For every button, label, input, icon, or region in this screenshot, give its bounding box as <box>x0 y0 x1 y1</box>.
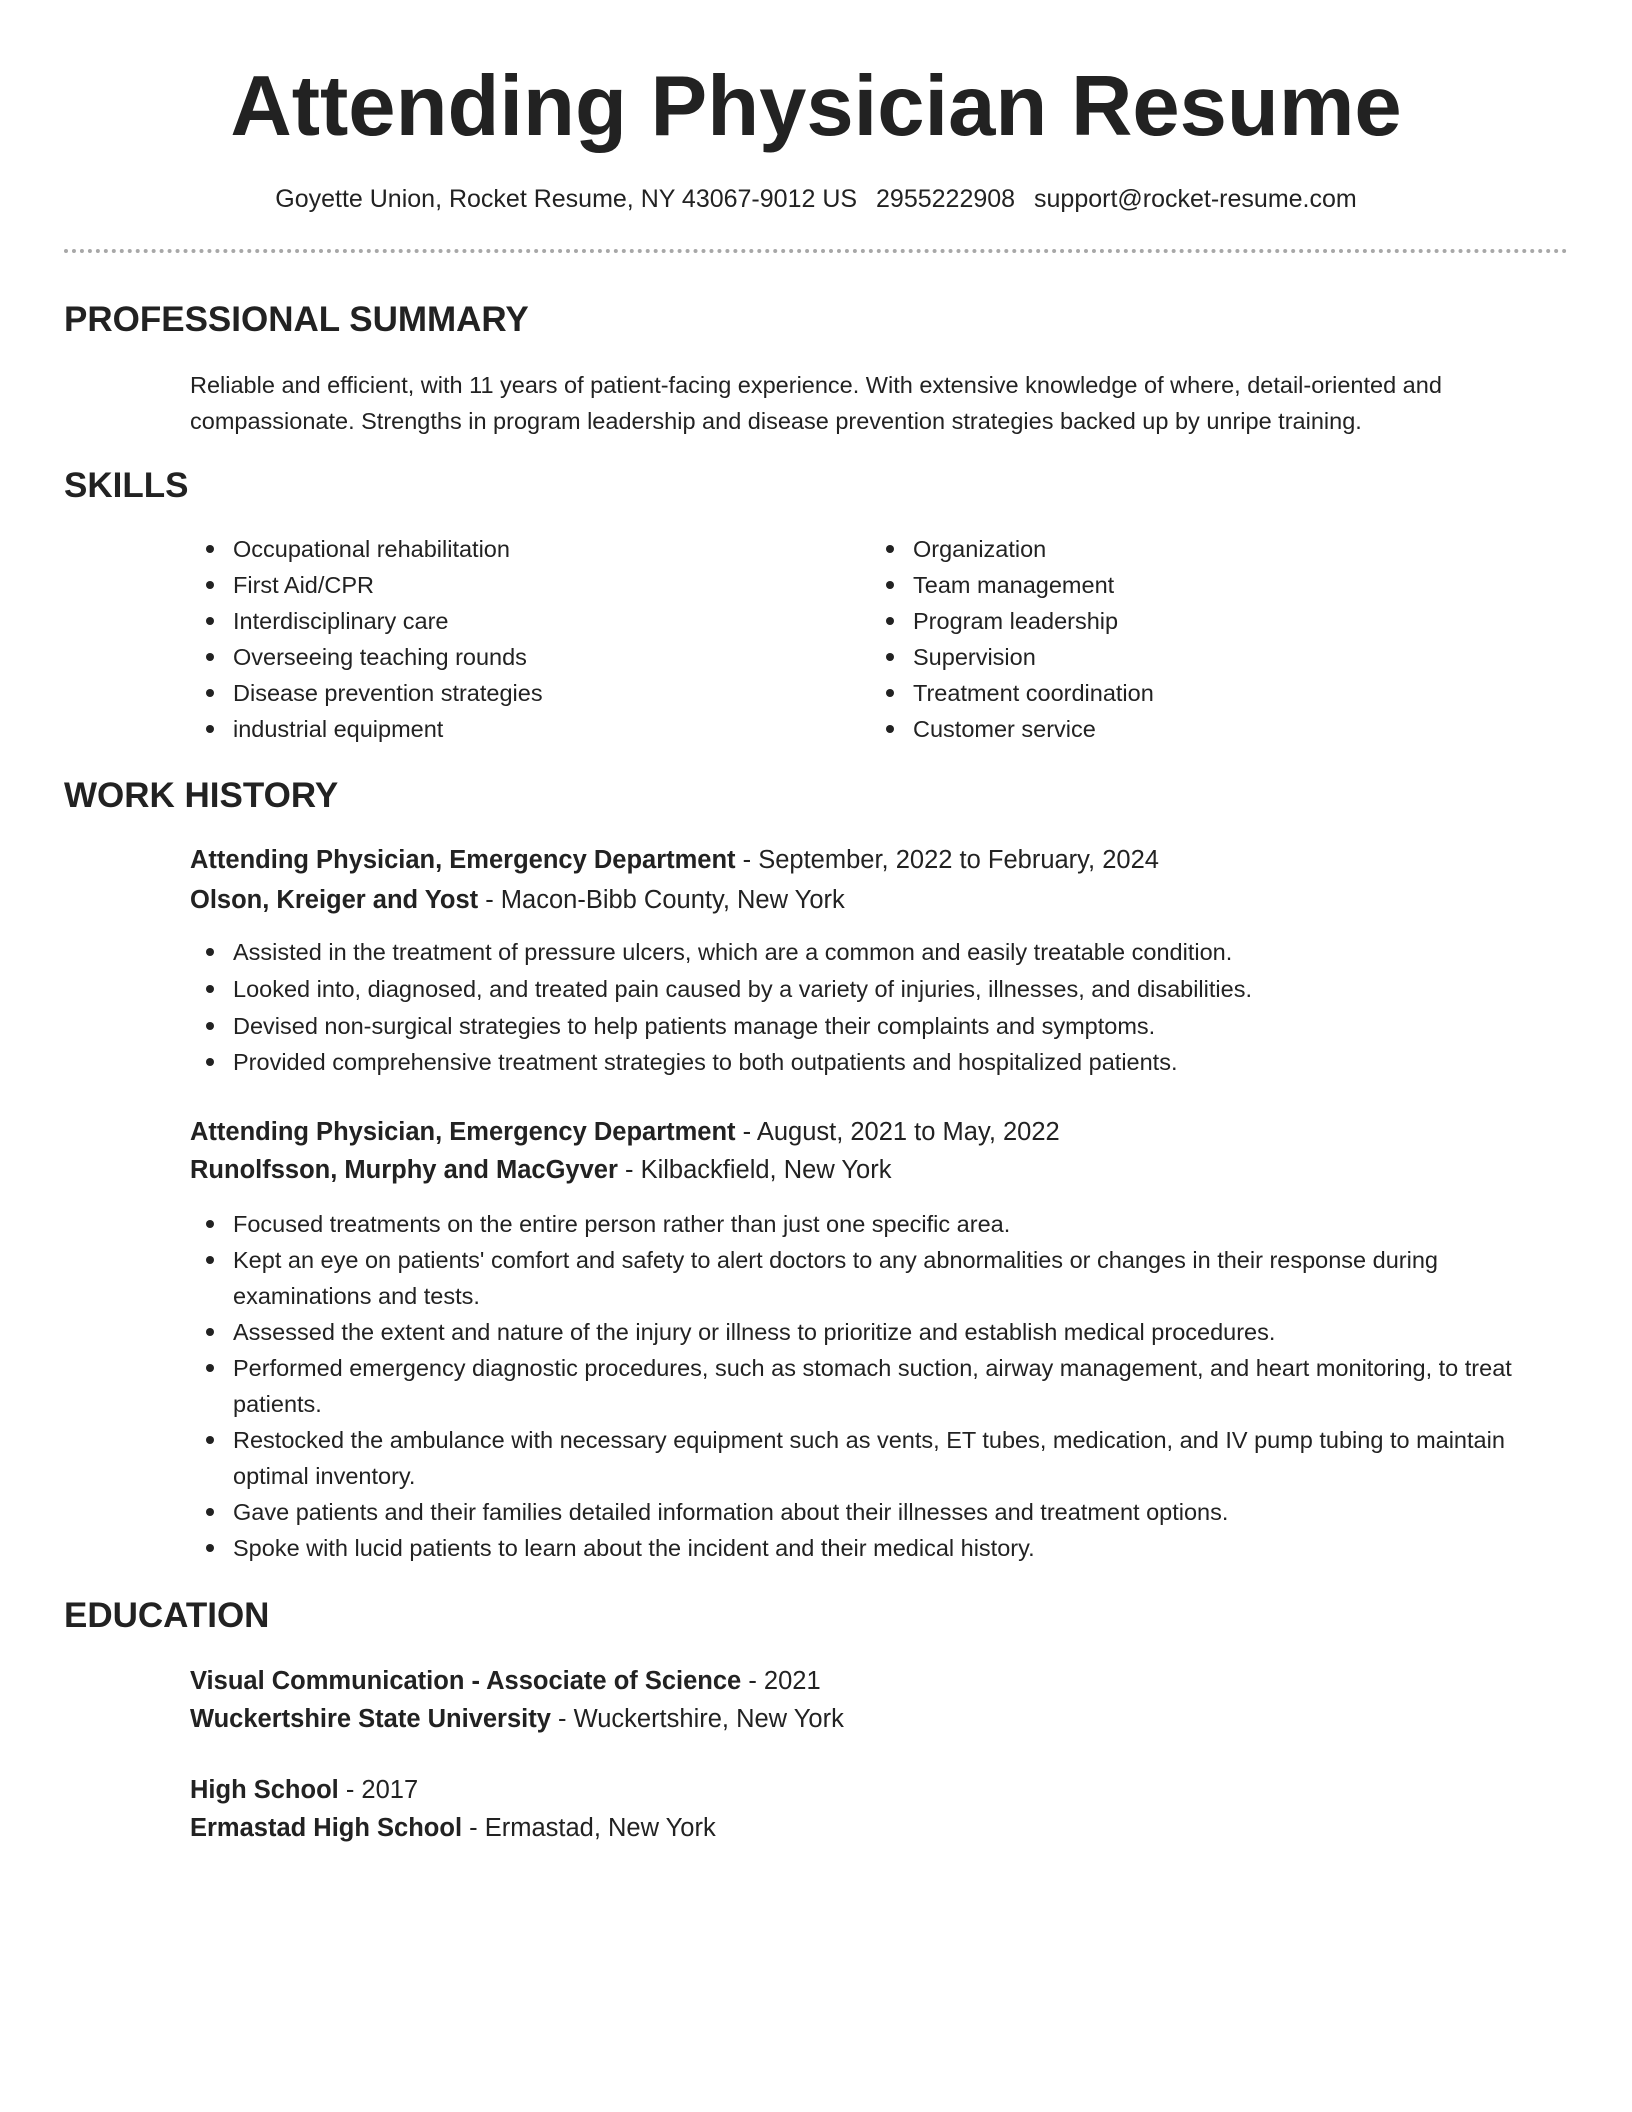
edu-2-school: Ermastad High School <box>190 1814 463 1842</box>
job-bullet: Performed emergency diagnostic procedures, such as stomach suction, airway management, and heart monitoring, to treat patients. <box>190 1350 1550 1422</box>
skill-item: industrial equipment <box>190 711 830 747</box>
skill-item: Team management <box>870 567 1510 603</box>
edu-1-location: - Wuckertshire, New York <box>550 1705 844 1733</box>
contact-line <box>0 183 1632 215</box>
education-heading: EDUCATION <box>64 1596 270 1635</box>
edu-1-school-line <box>190 1701 844 1737</box>
job-bullet: Spoke with lucid patients to learn about the incident and their medical history. <box>190 1530 1550 1566</box>
skill-item: Organization <box>870 531 1510 567</box>
skill-item: Disease prevention strategies <box>190 675 830 711</box>
job-bullet: Assessed the extent and nature of the injury or illness to prioritize and establish medical procedures. <box>190 1314 1550 1350</box>
resume-title: Attending Physician Resume <box>230 59 1402 154</box>
job-2-location: - Kilbackfield, New York <box>617 1156 892 1184</box>
skill-item: Program leadership <box>870 603 1510 639</box>
contact-email: support@rocket-resume.com <box>1034 185 1357 213</box>
job-1-employer: Olson, Kreiger and Yost <box>190 886 479 914</box>
edu-2-location: - Ermastad, New York <box>462 1814 716 1842</box>
skill-item: Supervision <box>870 639 1510 675</box>
job-1-bullets <box>190 934 1550 1081</box>
edu-2-year: - 2017 <box>338 1776 419 1804</box>
job-2-dates: - August, 2021 to May, 2022 <box>735 1118 1060 1146</box>
skills-list-right <box>870 531 1510 747</box>
edu-2-school-line <box>190 1810 716 1846</box>
edu-2-degree: High School <box>190 1776 339 1804</box>
job-1-location: - Macon-Bibb County, New York <box>478 886 845 914</box>
summary-text: Reliable and efficient, with 11 years of patient-facing experience. With extensive knowledge of where, detail-oriented and compassionate. Strengths in program leadership and disease prevention strategies backed up by unripe training. <box>190 372 1442 434</box>
skill-item: Occupational rehabilitation <box>190 531 830 567</box>
skill-item: Overseeing teaching rounds <box>190 639 830 675</box>
skills-list-left <box>190 531 830 747</box>
edu-1-year: - 2021 <box>741 1667 821 1695</box>
contact-phone: 2955222908 <box>876 185 1016 213</box>
job-1-position: Attending Physician, Emergency Department <box>190 846 736 874</box>
job-bullet: Focused treatments on the entire person rather than just one specific area. <box>190 1206 1550 1242</box>
job-1-title-line <box>190 842 1159 878</box>
work-history-heading: WORK HISTORY <box>64 776 339 815</box>
skill-item: First Aid/CPR <box>190 567 830 603</box>
job-bullet: Assisted in the treatment of pressure ulcers, which are a common and easily treatable condition. <box>190 934 1550 970</box>
skill-item: Treatment coordination <box>870 675 1510 711</box>
edu-1-degree-line <box>190 1663 821 1699</box>
skill-item: Interdisciplinary care <box>190 603 830 639</box>
job-2-title-line <box>190 1114 1060 1150</box>
job-bullet: Looked into, diagnosed, and treated pain caused by a variety of injuries, illnesses, and disabilities. <box>190 971 1550 1007</box>
job-2-employer: Runolfsson, Murphy and MacGyver <box>190 1156 618 1184</box>
job-bullet: Kept an eye on patients' comfort and safety to alert doctors to any abnormalities or changes in their response during examinations and tests. <box>190 1242 1550 1314</box>
skills-heading: SKILLS <box>64 466 189 505</box>
job-1-employer-line <box>190 882 845 918</box>
edu-1-degree: Visual Communication - Associate of Science <box>190 1667 742 1695</box>
summary-heading: PROFESSIONAL SUMMARY <box>64 300 529 339</box>
job-2-employer-line <box>190 1152 891 1188</box>
edu-1-school: Wuckertshire State University <box>190 1705 551 1733</box>
header-divider <box>64 249 1568 253</box>
job-bullet: Gave patients and their families detailed information about their illnesses and treatment options. <box>190 1494 1550 1530</box>
job-bullet: Devised non-surgical strategies to help patients manage their complaints and symptoms. <box>190 1008 1550 1044</box>
skill-item: Customer service <box>870 711 1510 747</box>
job-1-dates: - September, 2022 to February, 2024 <box>735 846 1159 874</box>
job-bullet: Provided comprehensive treatment strategies to both outpatients and hospitalized patients. <box>190 1044 1550 1080</box>
job-2-bullets <box>190 1206 1550 1566</box>
job-bullet: Restocked the ambulance with necessary equipment such as vents, ET tubes, medication, and IV pump tubing to maintain optimal inventory. <box>190 1422 1550 1494</box>
contact-address: Goyette Union, Rocket Resume, NY 43067-9012 US <box>275 185 858 213</box>
edu-2-degree-line <box>190 1772 418 1808</box>
job-2-position: Attending Physician, Emergency Department <box>190 1118 736 1146</box>
